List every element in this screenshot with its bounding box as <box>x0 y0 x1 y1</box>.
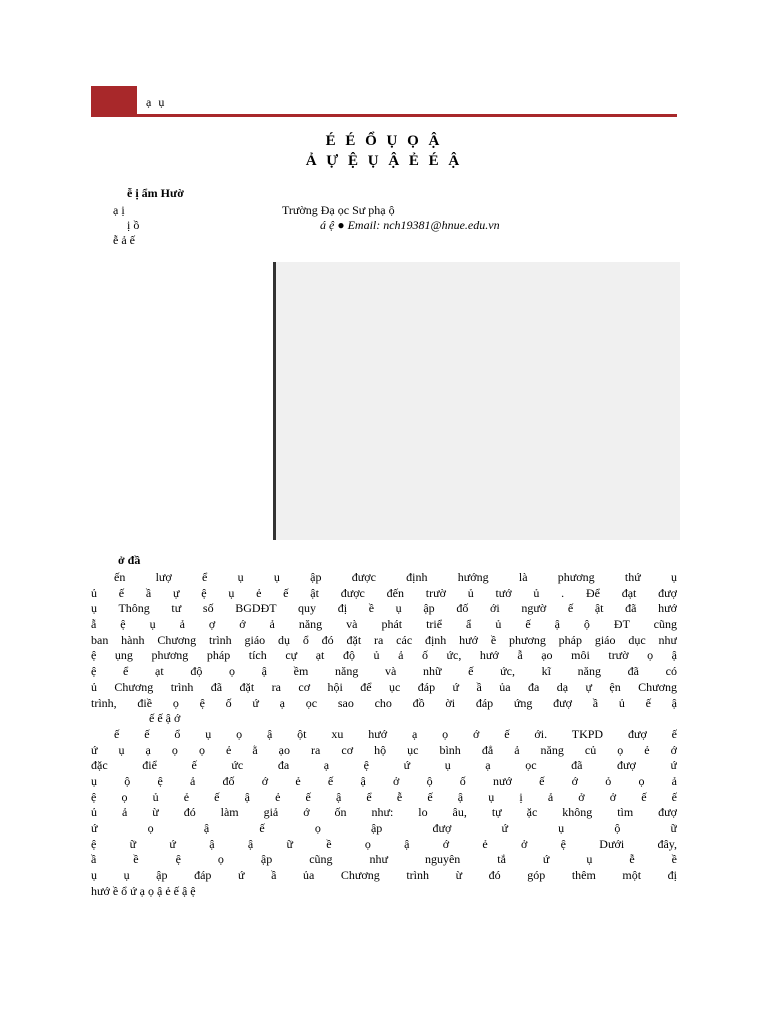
body-line: ủ ế ầ ự ệ ụ ẻ ế ật được đến trườ ủ tướ ủ . Để đạt đượ <box>91 585 677 600</box>
section-heading: ở đầ <box>118 553 141 567</box>
body-line: trình, điề ọ ệ ố ứ ạ ọc sao cho đồ ời đáp ứng đượ ầ ủ ế ậ <box>91 695 677 710</box>
body-line: ụ ộ ệ ả đố ớ ẻ ế ậ ở ộ ố nướ ế ớ ỏ ọ ả <box>91 773 677 788</box>
article-title-line-1: É É Ổ Ụ Ọ Ậ <box>325 133 443 149</box>
body-line: ủ Chương trình đã đặt ra cơ hội để ục đáp ứ ầ ủa đa dạ ự ện Chương <box>91 679 677 694</box>
body-line: ến lượ ể ụ ụ ập được định hướng là phương thứ ụ <box>114 570 677 584</box>
affiliation-label-2: ị ồ <box>127 218 140 232</box>
body-line: ệ ọ ủ ẻ ế ậ ẻ ế ậ ể ễ ế ậ ụ ị ả ở ở ế ế <box>91 789 677 804</box>
affiliation-label-3: ễ ả ế <box>113 233 135 247</box>
author-institution: Trường Đạ ọc Sư phạ ộ <box>282 203 395 217</box>
body-line: ế ế ổ ụ ọ ậ ột xu hướ ạ ọ ớ ế ới. TKPD đượ ế <box>114 726 677 741</box>
header-rule <box>91 114 677 117</box>
body-line: đặc điể ế ức đa ạ ệ ứ ụ ạ ọc đã đượ ứ <box>91 758 677 773</box>
body-line: ệ ụng phương pháp tích cự ạt độ ủ ả ố ức, hướ ẫ ạo môi trườ ọ ậ <box>91 648 677 663</box>
author-name: ễ ị ẩm Hườ <box>127 186 184 200</box>
abstract-box <box>273 262 680 540</box>
body-text <box>91 570 677 899</box>
body-line: ứ ọ ậ ế ọ ập đượ ứ ụ ộ ữ <box>91 821 677 835</box>
header-section-label: ạ ụ <box>146 95 167 109</box>
body-line: ệ ữ ứ ậ ậ ữ ề ọ ậ ớ ẻ ở ệ Dưới đây, <box>91 836 677 851</box>
header-accent-block <box>91 86 137 116</box>
article-title-line-2: Ả Ự Ệ Ụ Ậ Ẻ É Ậ <box>305 153 463 169</box>
body-line: ụ ụ ập đáp ứ ầ ủa Chương trình ừ đó góp thêm một đị <box>91 868 677 883</box>
author-email: á ệ ● Email: nch19381@hnue.edu.vn <box>320 218 500 232</box>
body-line: ệ ể ạt độ ọ ậ ềm năng và nhữ ế ức, kĩ năng đã có <box>91 664 677 679</box>
body-line: ban hành Chương trình giáo dụ ổ đó đặt ra các định hướ ề phương pháp giáo dục như <box>91 632 677 647</box>
body-line: ế ế ậ ớ <box>149 711 181 726</box>
body-line: ứ ụ ạ ọ ọ ẻ ằ ạo ra cơ hộ ục bình đẳ ả năng củ ọ ẻ ớ <box>91 742 677 757</box>
body-line: ủ ả ừ đó làm giả ớ ốn như: lo âu, tự ặc không tìm đượ <box>91 805 677 820</box>
body-line: ụ Thông tư số BGDĐT quy đị ề ụ ập đố ới ngườ ế ật đã hướ <box>91 601 677 616</box>
body-line: ầ ề ệ ọ ập cũng như nguyên tắ ứ ụ ễ ề <box>91 852 677 867</box>
affiliation-label-1: ạ ị <box>113 203 125 217</box>
body-line: hướ ề ổ ứ ạ ọ ậ ẻ ế ậ ệ <box>91 883 196 898</box>
body-line: ẫ ệ ụ ả ợ ớ ả năng và phát triể ẩ ủ ế ậ ộ ĐT cũng <box>91 617 677 632</box>
